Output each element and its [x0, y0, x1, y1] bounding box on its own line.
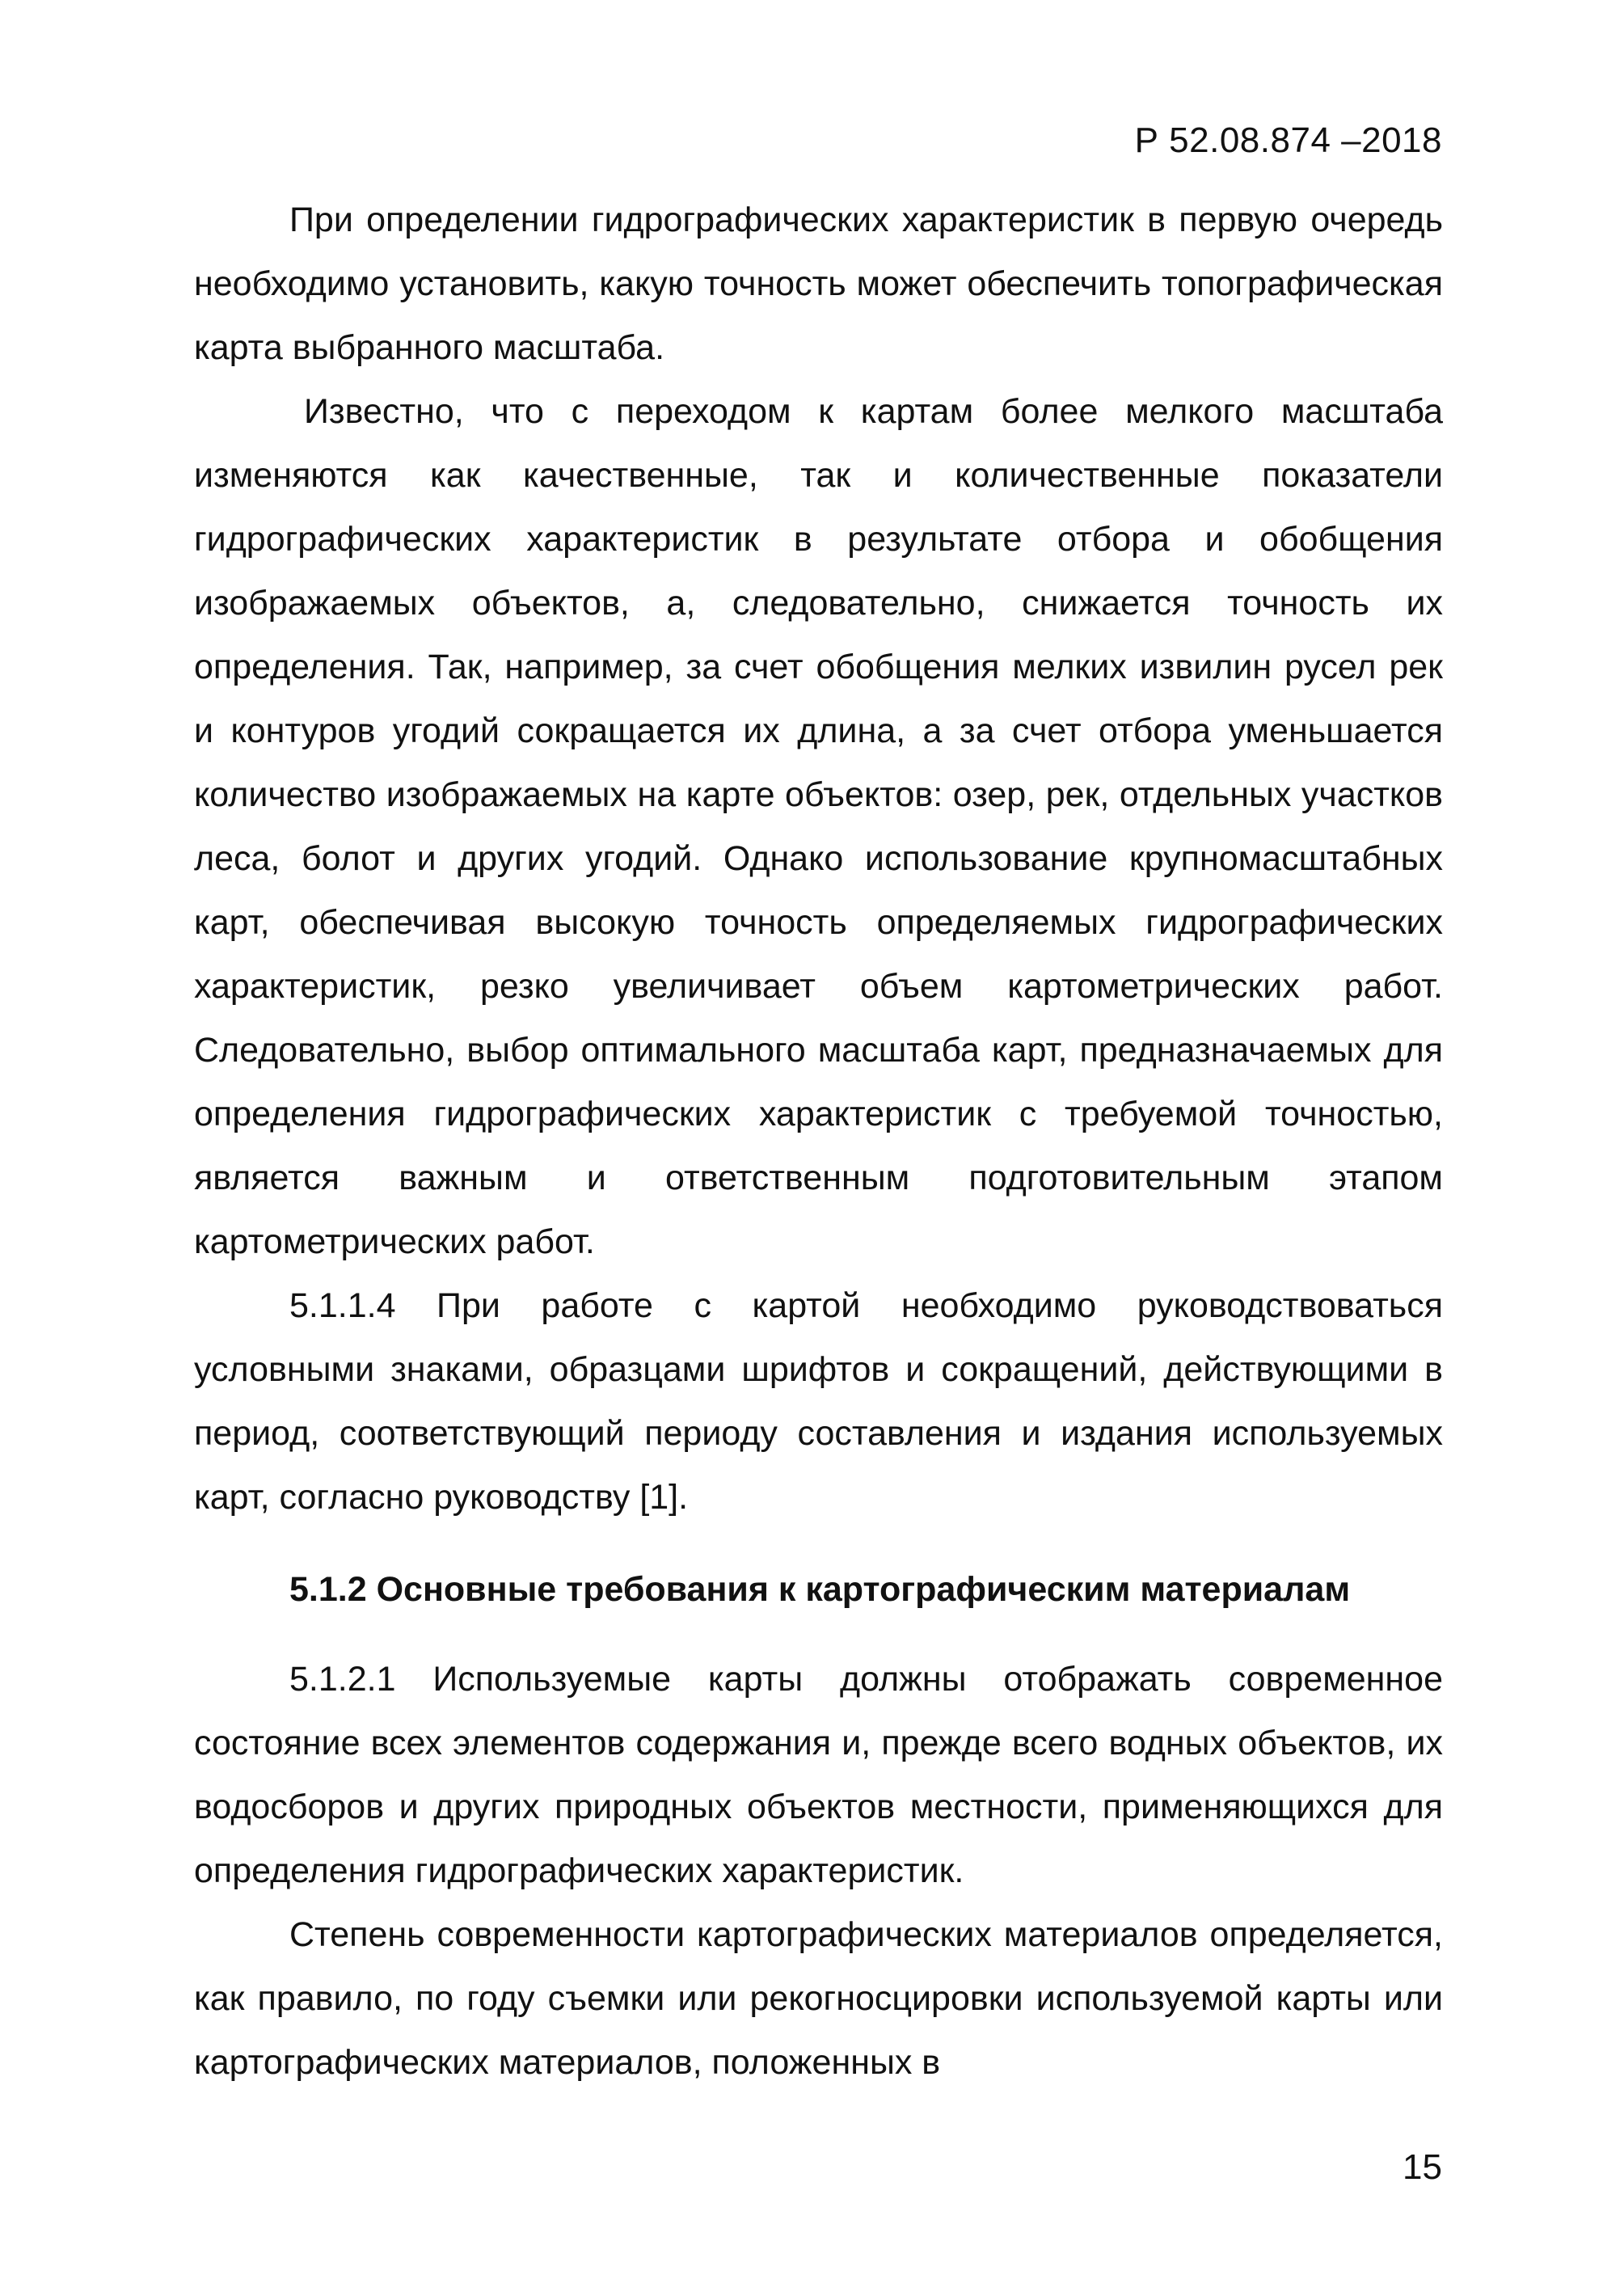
page-number: 15: [1403, 2147, 1442, 2187]
paragraph-map-scale-effects: Известно, что с переходом к картам более мелкого масштаба изменяются как качественные, так и количественные показатели гидрографических характеристик в результате отбора и обобщения изображаемых объектов, а, следовательно, снижается точность их определения. Так, например, за счет обобщения мелких извилин русел рек и контуров угодий сокращается их длина, а за счет отбора уменьшается количество изображаемых на карте объектов: озер, рек, отдельных участков леса, болот и других угодий. Однако использование крупномасштабных карт, обеспечивая высокую точность определяемых гидрографических характеристик, резко увеличивает объем картометрических работ. Следовательно, выбор оптимального масштаба карт, предназначаемых для определения гидрографических характеристик с требуемой точностью, является важным и ответственным подготовительным этапом картометрических работ.: [194, 392, 1443, 1261]
document-code: Р 52.08.874 –2018: [1134, 120, 1442, 160]
paragraph-5-1-1-4: 5.1.1.4 При работе с картой необходимо руководствоваться условными знаками, образцами шрифтов и сокращений, действующими в период, соответствующий периоду составления и издания используемых карт, согласно руководству [1].: [194, 1286, 1443, 1517]
paragraph-modernity-degree: Степень современности картографических материалов определяется, как правило, по году съемки или рекогносцировки используемой карты или картографических материалов, положенных в: [194, 1915, 1443, 2082]
paragraph-hydrographic-accuracy: При определении гидрографических характеристик в первую очередь необходимо установить, какую точность может обеспечить топографическая карта выбранного масштаба.: [194, 200, 1443, 367]
section-heading-5-1-2: 5.1.2 Основные требования к картографическим материалам: [289, 1570, 1351, 1609]
document-body: [194, 188, 1443, 2095]
paragraph-5-1-2-1: 5.1.2.1 Используемые карты должны отображать современное состояние всех элементов содержания и, прежде всего водных объектов, их водосборов и других природных объектов местности, применяющихся для определения гидрографических характеристик.: [194, 1660, 1443, 1890]
